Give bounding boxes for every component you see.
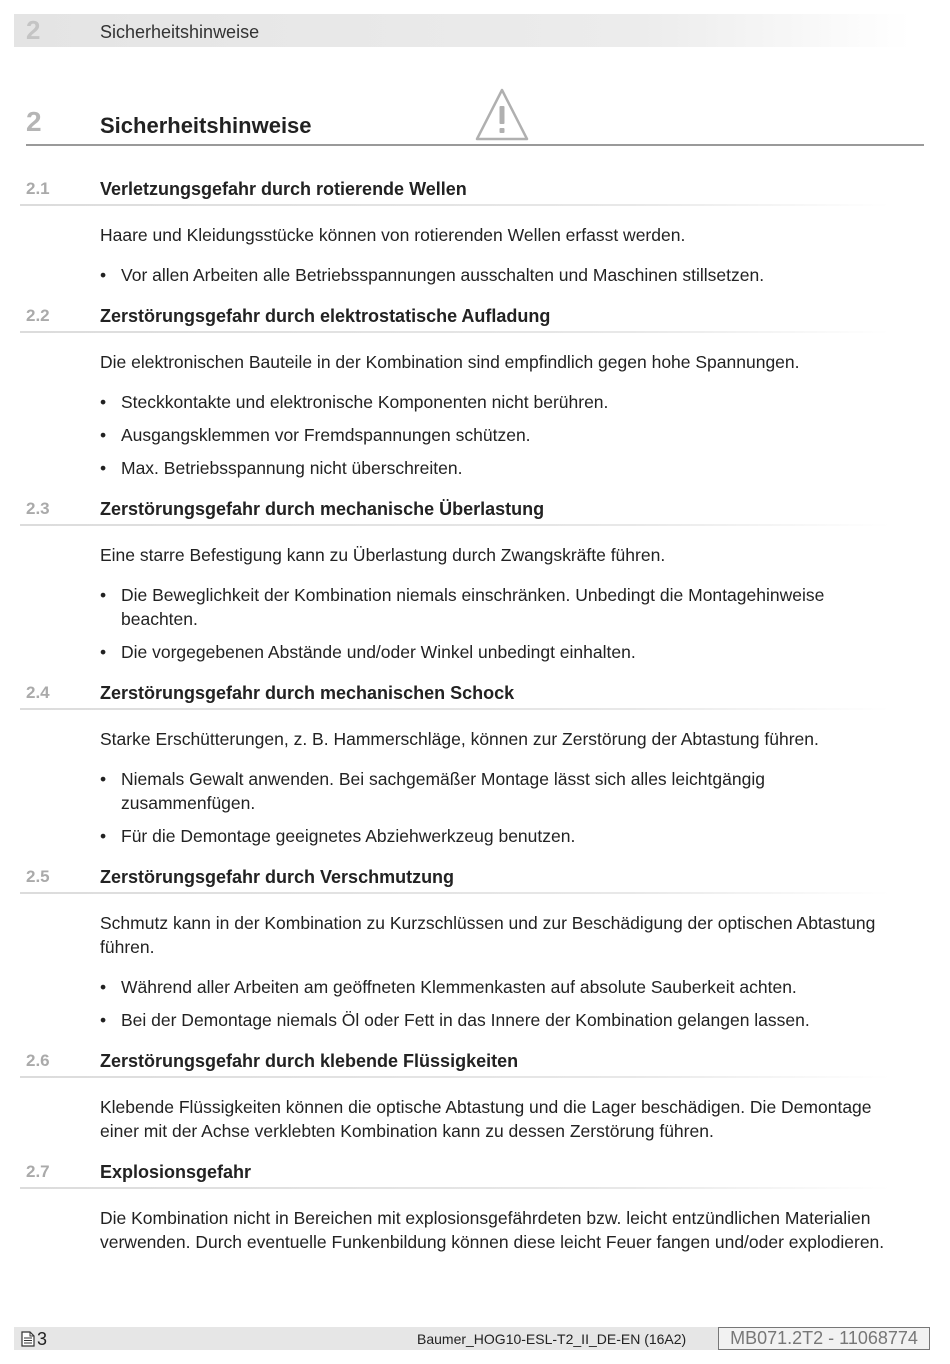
section-heading (0, 291, 950, 333)
section-paragraph: Eine starre Befestigung kann zu Überlastung durch Zwangskräfte führen. (100, 545, 666, 565)
section-number: 2.7 (26, 1162, 50, 1181)
bullet-text: Die Beweglichkeit der Kombination niemals einschränken. Unbedingt die Montagehinweise beachten. (121, 585, 825, 629)
section-2-1 (0, 164, 950, 291)
running-header-number: 2 (26, 15, 41, 45)
section-paragraph: Starke Erschütterungen, z. B. Hammerschläge, können zur Zerstörung der Abtastung führen. (100, 729, 819, 749)
section-number: 2.2 (26, 306, 50, 325)
bullet-dot-icon: • (100, 265, 107, 285)
bullet-item (100, 390, 901, 414)
bullet-dot-icon: • (100, 425, 107, 445)
section-title: Zerstörungsgefahr durch mechanische Überlastung (100, 499, 545, 519)
chapter-number: 2 (26, 106, 42, 137)
section-list (0, 164, 950, 1258)
bullet-list (0, 583, 950, 664)
warning-triangle-icon (474, 86, 530, 142)
document-name: Baumer_HOG10-ESL-T2_II_DE-EN (16A2) (417, 1331, 687, 1347)
section-2-5 (0, 852, 950, 1036)
bullet-list (0, 767, 950, 848)
section-heading (0, 484, 950, 526)
section-heading (0, 1036, 950, 1078)
section-paragraph: Klebende Flüssigkeiten können die optische Abtastung und die Lager beschädigen. Die Demontage einer mit der Achse verklebten Kombination kann zu dessen Zerstörung führen. (100, 1097, 872, 1141)
section-2-2 (0, 291, 950, 484)
bullet-list (0, 390, 950, 480)
bullet-text: Bei der Demontage niemals Öl oder Fett in das Innere der Kombination gelangen lassen. (121, 1010, 810, 1030)
bullet-text: Während aller Arbeiten am geöffneten Klemmenkasten auf absolute Sauberkeit achten. (121, 977, 797, 997)
bullet-dot-icon: • (100, 977, 107, 997)
section-title: Zerstörungsgefahr durch mechanischen Schock (100, 683, 515, 703)
running-header-title: Sicherheitshinweise (100, 22, 260, 42)
bullet-dot-icon: • (100, 1010, 107, 1030)
page-number: 3 (37, 1329, 48, 1349)
bullet-item (100, 263, 901, 287)
section-divider (20, 524, 890, 526)
chapter-divider (26, 144, 924, 146)
bullet-item (100, 423, 901, 447)
section-2-7 (0, 1147, 950, 1258)
section-heading (0, 1147, 950, 1189)
section-2-3 (0, 484, 950, 668)
section-divider (20, 331, 890, 333)
bullet-item (100, 456, 901, 480)
bullet-item (100, 975, 901, 999)
section-heading (0, 164, 950, 206)
section-title: Zerstörungsgefahr durch Verschmutzung (100, 867, 455, 887)
bullet-text: Die vorgegebenen Abstände und/oder Winkel unbedingt einhalten. (121, 642, 636, 662)
chapter-title: Sicherheitshinweise (100, 113, 312, 138)
section-divider (20, 1076, 890, 1078)
bullet-dot-icon: • (100, 642, 107, 662)
section-divider (20, 204, 890, 206)
section-title: Zerstörungsgefahr durch elektrostatische Aufladung (100, 306, 551, 326)
section-paragraph: Haare und Kleidungsstücke können von rotierenden Wellen erfasst werden. (100, 225, 686, 245)
section-paragraph: Die Kombination nicht in Bereichen mit explosionsgefährdeten bzw. leicht entzündlichen Materialien verwenden. Durch eventuelle Funkenbildung können diese leicht Feuer fangen und/oder explodieren. (100, 1208, 885, 1252)
bullet-text: Vor allen Arbeiten alle Betriebsspannungen ausschalten und Maschinen stillsetzen. (121, 265, 765, 285)
bullet-dot-icon: • (100, 585, 107, 605)
bullet-item (100, 1008, 901, 1032)
document-code: MB071.2T2 - 11068774 (718, 1327, 930, 1350)
section-2-4 (0, 668, 950, 852)
section-divider (20, 1187, 890, 1189)
bullet-dot-icon: • (100, 826, 107, 846)
section-title: Verletzungsgefahr durch rotierende Wellen (100, 179, 467, 199)
bullet-dot-icon: • (100, 769, 107, 789)
section-heading (0, 852, 950, 894)
section-divider (20, 708, 890, 710)
bullet-text: Ausgangsklemmen vor Fremdspannungen schützen. (121, 425, 531, 445)
section-number: 2.1 (26, 179, 50, 198)
bullet-item (100, 640, 901, 664)
section-title: Explosionsgefahr (100, 1162, 252, 1182)
section-number: 2.3 (26, 499, 50, 518)
document-icon (21, 1331, 35, 1347)
bullet-list (0, 975, 950, 1032)
bullet-text: Für die Demontage geeignetes Abziehwerkzeug benutzen. (121, 826, 576, 846)
section-number: 2.6 (26, 1051, 50, 1070)
bullet-list (0, 263, 950, 287)
section-paragraph: Die elektronischen Bauteile in der Kombination sind empfindlich gegen hohe Spannungen. (100, 352, 800, 372)
bullet-text: Niemals Gewalt anwenden. Bei sachgemäßer Montage lässt sich alles leichtgängig zusammenfügen. (121, 769, 765, 813)
section-number: 2.4 (26, 683, 50, 702)
bullet-item (100, 824, 901, 848)
bullet-text: Steckkontakte und elektronische Komponenten nicht berühren. (121, 392, 609, 412)
bullet-item (100, 767, 901, 815)
bullet-dot-icon: • (100, 458, 107, 478)
section-number: 2.5 (26, 867, 50, 886)
bullet-dot-icon: • (100, 392, 107, 412)
bullet-text: Max. Betriebsspannung nicht überschreiten. (121, 458, 463, 478)
section-divider (20, 892, 890, 894)
section-heading (0, 668, 950, 710)
bullet-item (100, 583, 901, 631)
section-2-6 (0, 1036, 950, 1147)
section-title: Zerstörungsgefahr durch klebende Flüssigkeiten (100, 1051, 519, 1071)
section-paragraph: Schmutz kann in der Kombination zu Kurzschlüssen und zur Beschädigung der optischen Abtastung führen. (100, 913, 876, 957)
